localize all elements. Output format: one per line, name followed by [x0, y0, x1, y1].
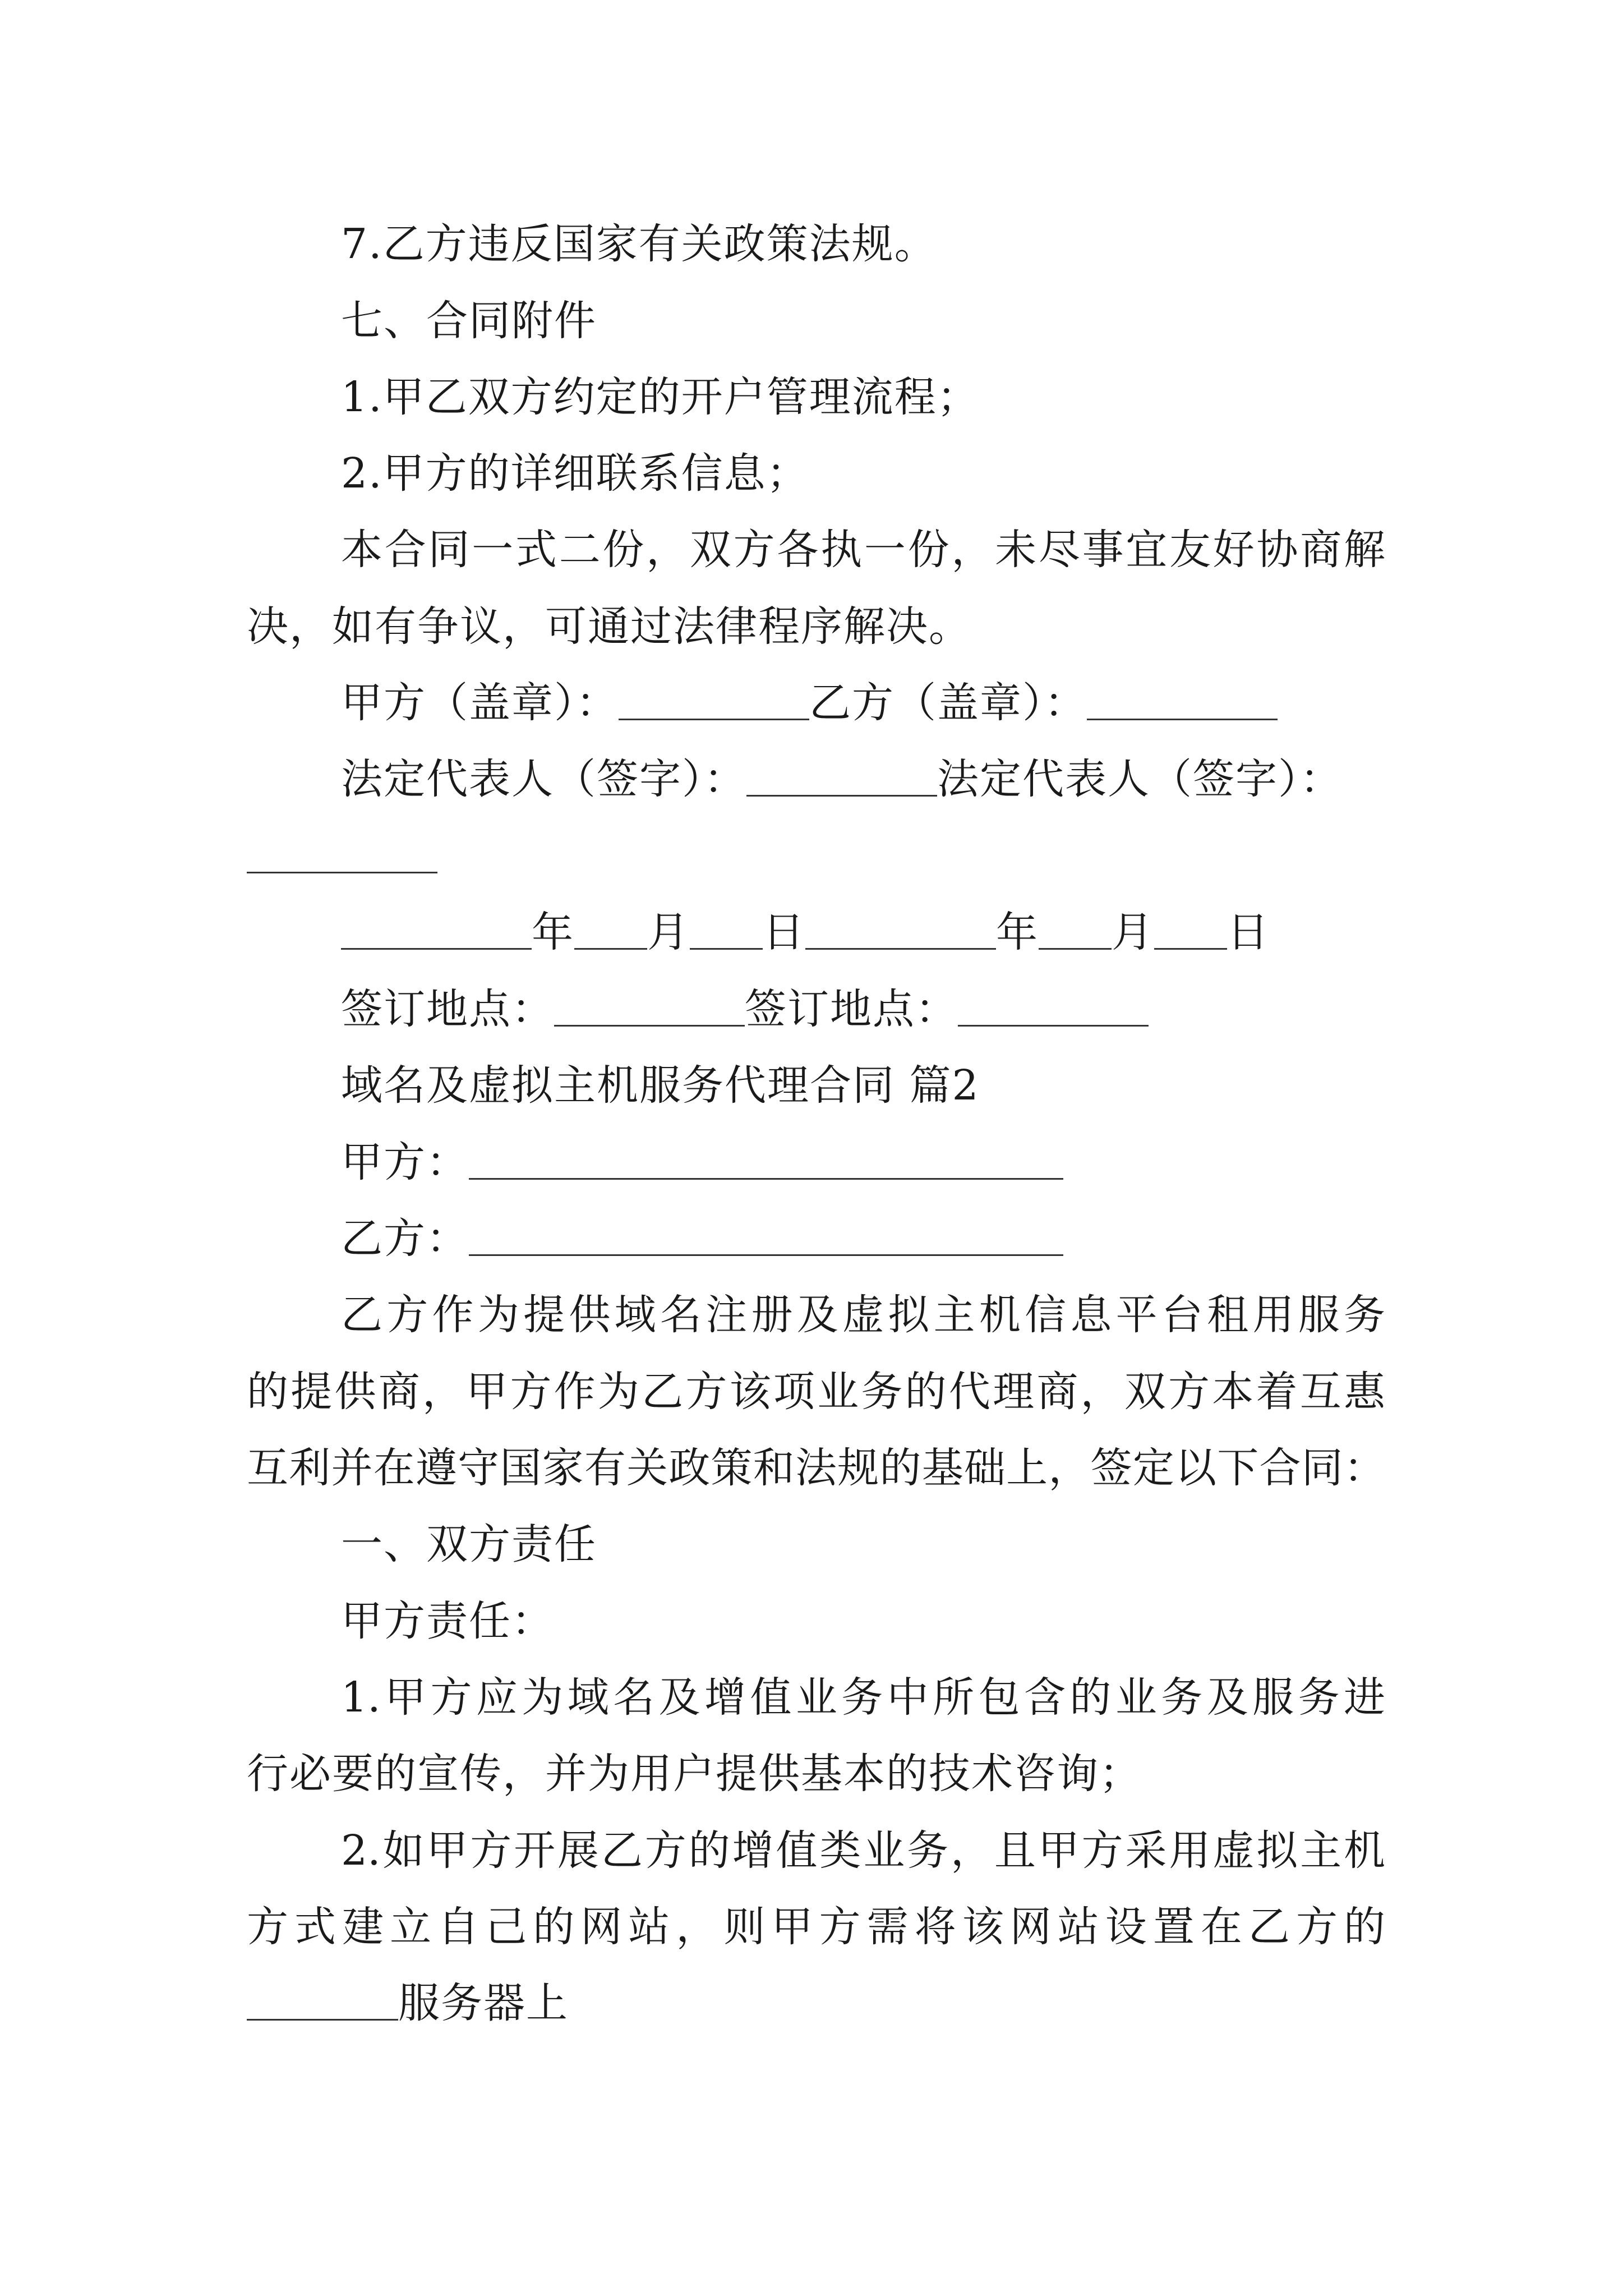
- party-b-seal-label: 乙方（盖章）：: [809, 679, 1087, 727]
- date-row: [341, 904, 1270, 960]
- party-b-blank: [469, 1215, 1063, 1256]
- representative-row: [341, 751, 1343, 807]
- party-b-rep-blank: [247, 832, 437, 873]
- party-a-duties-heading: 甲方责任：: [341, 1597, 554, 1645]
- duty-2-line-3: [247, 1975, 569, 2031]
- party-b-day-label: 日: [1227, 908, 1270, 956]
- server-text: 服务器上: [398, 1979, 569, 2027]
- duty-1-line-1: 1.甲方应为域名及增值业务中所包含的业务及服务进: [341, 1673, 1385, 1722]
- party-b-place-blank: [958, 986, 1149, 1027]
- party-a-seal-label: 甲方（盖章）：: [341, 679, 619, 727]
- party-a-rep-label: 法定代表人（签字）：: [341, 755, 746, 803]
- party-b-day-blank: [1154, 909, 1227, 950]
- party-a-month-label: 月: [647, 908, 690, 956]
- party-a-day-blank: [690, 909, 763, 950]
- section-7-heading: 七、合同附件: [341, 297, 597, 345]
- copies-paragraph-line-2: 决，如有争议，可通过法律程序解决。: [247, 602, 971, 651]
- party-b-row: [341, 1211, 1063, 1267]
- section-1-heading: 一、双方责任: [341, 1520, 597, 1568]
- party-a-rep-blank: [746, 756, 937, 797]
- party-b-label: 乙方：: [341, 1214, 469, 1263]
- duty-2-line-1: 2.如甲方开展乙方的增值类业务，且甲方采用虚拟主机: [341, 1826, 1385, 1875]
- place-row: [341, 981, 1149, 1037]
- duty-1-line-2: 行必要的宣传，并为用户提供基本的技术咨询；: [247, 1750, 1142, 1798]
- party-a-place-label: 签订地点：: [341, 985, 554, 1033]
- duty-2-line-2: 方式建立自己的网站，则甲方需将该网站设置在乙方的: [247, 1903, 1385, 1951]
- clause-7-breach-law: 7.乙方违反国家有关政策法规。: [341, 220, 937, 268]
- attachment-2: 2.甲方的详细联系信息；: [341, 449, 809, 498]
- party-b-rep-blank-row: [247, 828, 437, 884]
- party-a-seal-blank: [619, 679, 809, 720]
- party-a-year-blank: [341, 909, 532, 950]
- seal-row: [341, 675, 1278, 731]
- party-b-place-label: 签订地点：: [745, 985, 958, 1033]
- party-a-month-blank: [574, 909, 647, 950]
- party-a-place-blank: [554, 986, 745, 1027]
- preamble-line-3: 互利并在遵守国家有关政策和法规的基础上，签定以下合同：: [247, 1444, 1385, 1492]
- party-b-month-blank: [1039, 909, 1112, 950]
- copies-paragraph-line-1: 本合同一式二份，双方各执一份，未尽事宜友好协商解: [341, 526, 1385, 574]
- preamble-line-2: 的提供商，甲方作为乙方该项业务的代理商，双方本着互惠: [247, 1368, 1385, 1416]
- party-b-rep-label: 法定代表人（签字）：: [937, 755, 1343, 803]
- party-b-year-label: 年: [996, 908, 1039, 956]
- party-a-year-label: 年: [532, 908, 574, 956]
- preamble-line-1: 乙方作为提供域名注册及虚拟主机信息平台租用服务: [341, 1291, 1385, 1339]
- contract-2-title: 域名及虚拟主机服务代理合同 篇2: [341, 1061, 980, 1110]
- party-a-blank: [469, 1139, 1063, 1180]
- attachment-1: 1.甲乙双方约定的开户管理流程；: [341, 373, 980, 421]
- server-blank: [247, 1980, 398, 2021]
- party-b-year-blank: [805, 909, 996, 950]
- party-a-row: [341, 1134, 1063, 1190]
- party-b-month-label: 月: [1112, 908, 1154, 956]
- party-b-seal-blank: [1087, 679, 1278, 720]
- party-a-label: 甲方：: [341, 1138, 469, 1186]
- party-a-day-label: 日: [763, 908, 805, 956]
